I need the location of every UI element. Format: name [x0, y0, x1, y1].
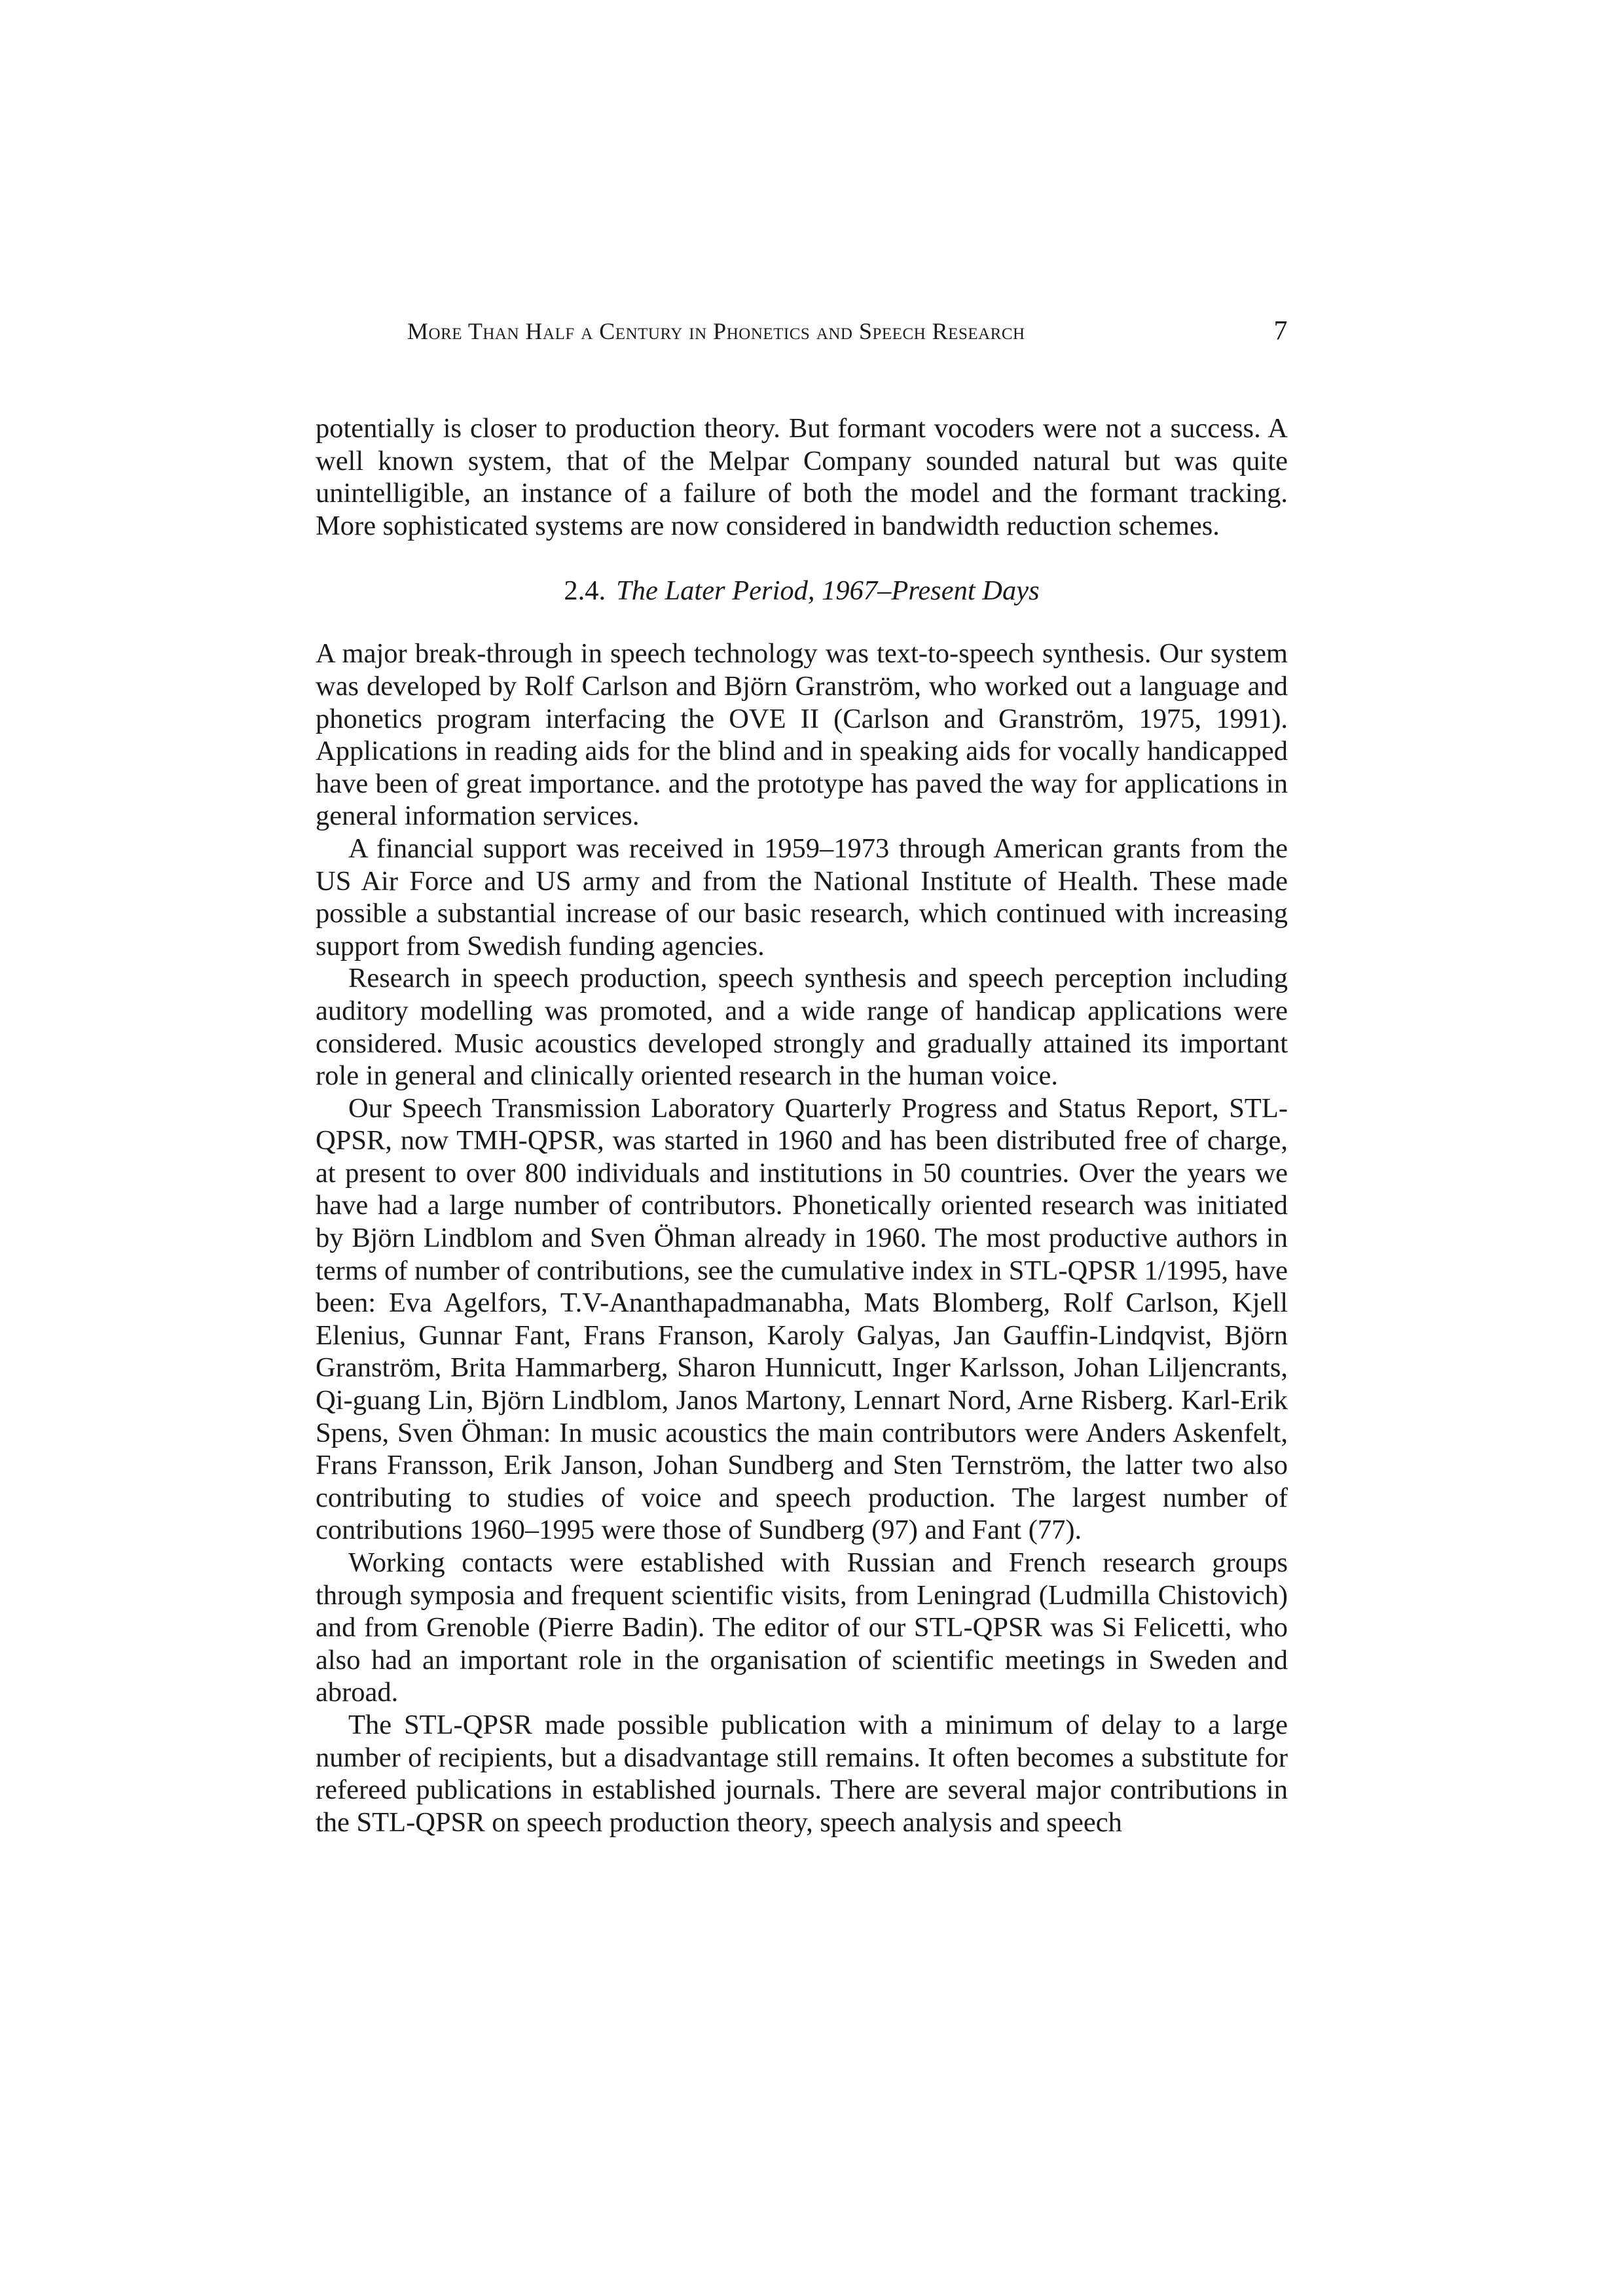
page-number: 7 — [1273, 316, 1288, 346]
section-title: The Later Period, 1967–Present Days — [616, 575, 1040, 607]
paragraph: Research in speech production, speech synthesis and speech perception including auditory modelling was promoted, and a wide range of handicap applications were considered. Music acoustics developed strongly and gradually attained its important role in general and clinically oriented research in the human voice. — [316, 963, 1288, 1092]
paragraph: Working contacts were established with Russian and French research groups through symposia and frequent scientific visits, from Leningrad (Ludmilla Chistovich) and from Grenoble (Pierre Badin). The editor of our STL-QPSR was Si Felicetti, who also had an important role in the organisation of scientific meetings in Sweden and abroad. — [316, 1547, 1288, 1708]
running-head — [316, 312, 1288, 351]
body-text — [316, 412, 1288, 1839]
paragraph: A financial support was received in 1959–1973 through American grants from the US Air Force and US army and from the National Institute of Health. These made possible a substantial increase of our basic research, which continued with increasing support from Swedish funding agencies. — [316, 833, 1288, 961]
paragraph: A major break-through in speech technology was text-to-speech synthesis. Our system was developed by Rolf Carlson and Björn Granström, who worked out a language and phonetics program interfacing the OVE II (Carlson and Granström, 1975, 1991). Applications in reading aids for the blind and in speaking aids for vocally handicapped have been of great importance. and the prototype has paved the way for applications in general information services. — [316, 638, 1288, 832]
paragraph: Our Speech Transmission Laboratory Quarterly Progress and Status Report, STL-QPSR, now TMH-QPSR, was started in 1960 and has been distributed free of charge, at present to over 800 individuals and institutions in 50 countries. Over the years we have had a large number of contributors. Phonetically oriented research was initiated by Björn Lindblom and Sven Öhman already in 1960. The most productive authors in terms of number of contributions, see the cumulative index in STL-QPSR 1/1995, have been: Eva Agelfors, T.V-Ananthapadmanabha, Mats Blomberg, Rolf Carlson, Kjell Elenius, Gunnar Fant, Frans Franson, Karoly Galyas, Jan Gauffin-Lindqvist, Björn Granström, Brita Hammarberg, Sharon Hunnicutt, Inger Karlsson, Johan Liljencrants, Qi-guang Lin, Björn Lindblom, Janos Martony, Lennart Nord, Arne Risberg. Karl-Erik Spens, Sven Öhman: In music acoustics the main contributors were Anders Askenfelt, Frans Fransson, Erik Janson, Johan Sundberg and Sten Ternström, the latter two also contributing to studies of voice and speech production. The largest number of contributions 1960–1995 were those of Sundberg (97) and Fant (77). — [316, 1092, 1288, 1546]
section-number: 2.4. — [564, 575, 606, 607]
paragraph-continuation: potentially is closer to production theory. But formant vocoders were not a success. A well known system, that of the Melpar Company sounded natural but was quite unintelligible, an instance of a failure of both the model and the formant tracking. More sophisticated systems are now considered in bandwidth reduction schemes. — [316, 413, 1288, 541]
running-title: More Than Half a Century in Phonetics and Speech Research — [407, 318, 1025, 344]
section-heading — [316, 575, 1288, 607]
paragraph: The STL-QPSR made possible publication with a minimum of delay to a large number of recipients, but a disadvantage still remains. It often becomes a substitute for refereed publications in established journals. There are several major contributions in the STL-QPSR on speech production theory, speech analysis and speech — [316, 1709, 1288, 1838]
